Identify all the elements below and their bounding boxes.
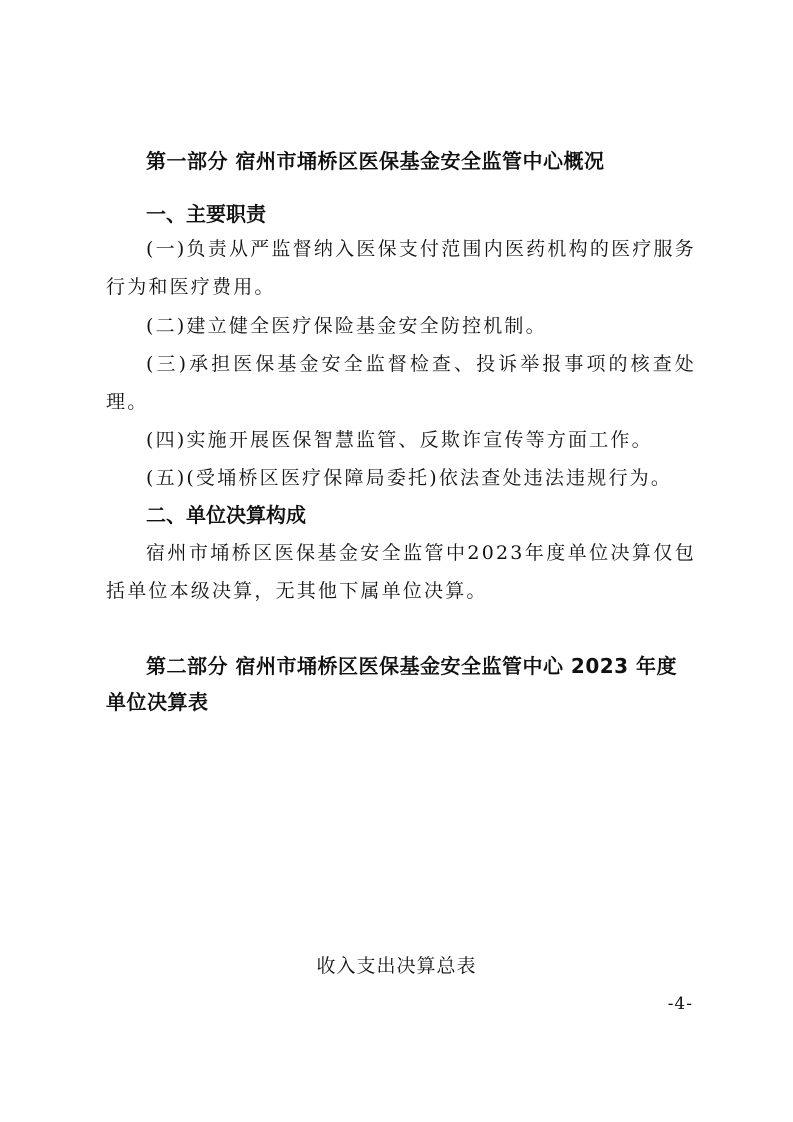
page-number: -4- bbox=[667, 994, 693, 1014]
table-caption: 收入支出决算总表 bbox=[316, 955, 477, 977]
duty-item-5: (五)(受埇桥区医疗保障局委托)依法查处违法违规行为。 bbox=[146, 467, 673, 489]
part1-title: 第一部分 宿州市埇桥区医保基金安全监管中心概况 bbox=[146, 149, 605, 173]
section-heading-duties: 一、主要职责 bbox=[146, 202, 266, 226]
section-heading-composition: 二、单位决算构成 bbox=[146, 503, 306, 527]
composition-paragraph: 宿州市埇桥区医保基金安全监管中2023年度单位决算仅包括单位本级决算，无其他下属单位决算。 bbox=[106, 542, 696, 602]
duty-item-1: (一)负责从严监督纳入医保支付范围内医药机构的医疗服务行为和医疗费用。 bbox=[106, 238, 696, 298]
duty-item-4: (四)实施开展医保智慧监管、反欺诈宣传等方面工作。 bbox=[146, 429, 653, 451]
duty-item-2: (二)建立健全医疗保险基金安全防控机制。 bbox=[146, 315, 547, 337]
part2-title: 第二部分 宿州市埇桥区医保基金安全监管中心 2023 年度单位决算表 bbox=[106, 654, 678, 714]
duty-item-3: (三)承担医保基金安全监督检查、投诉举报事项的核查处理。 bbox=[106, 353, 696, 413]
